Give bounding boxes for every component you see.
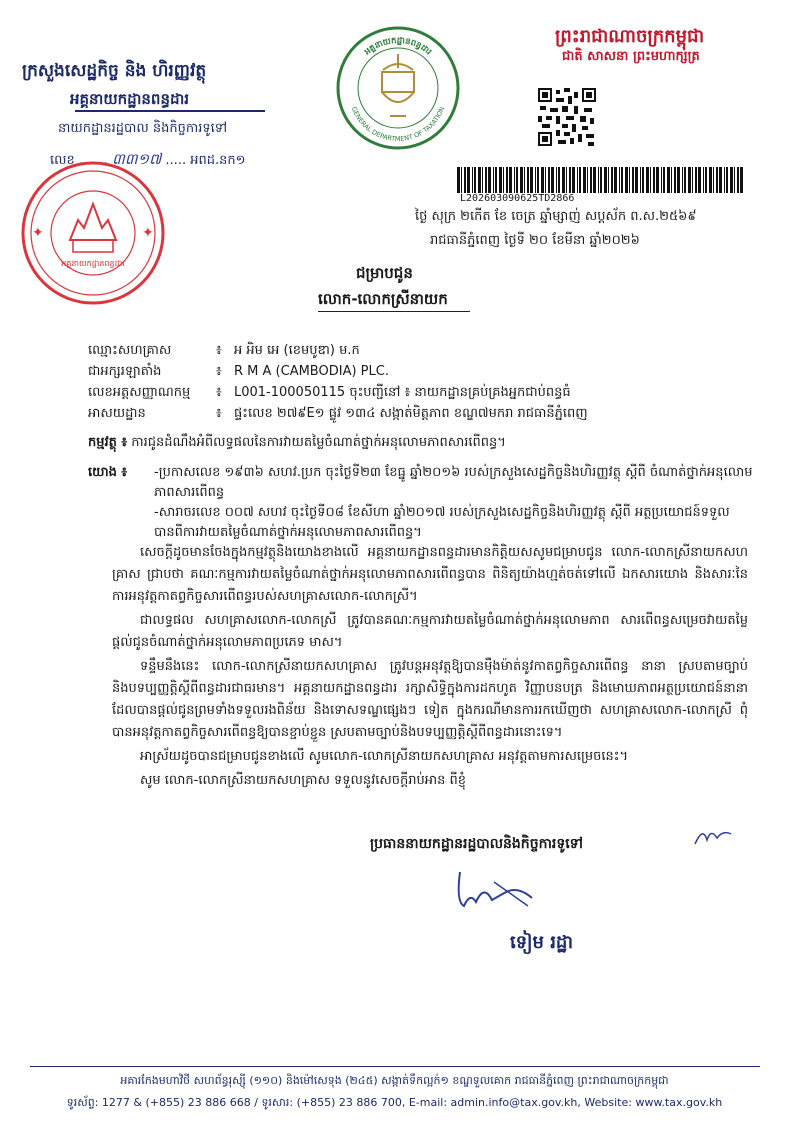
info-label: ឈ្មោះសហគ្រាស <box>88 343 172 358</box>
reference-number: លេខ ....... ៣៣១៧ ..... អពដ.នក១ <box>50 150 246 168</box>
signatory-name: ទៀម រដ្ឋា <box>510 932 574 953</box>
initials-icon <box>693 824 733 850</box>
references <box>88 463 756 543</box>
info-value: L001-100050115 ចុះបញ្ជីនៅ ៖ នាយកដ្ឋានគ្រប់គ្រងអ្នកជាប់ពន្ធធំ <box>234 385 571 400</box>
references-label: យោង ៖ <box>88 465 128 480</box>
body-paragraph: អាស្រ័យដូចបានជម្រាបជូនខាងលើ សូមលោក-លោកស្រីនាយកសហគ្រាស អនុវត្តតាមការសម្រេចនេះ។ <box>140 749 629 764</box>
company-info <box>88 340 588 424</box>
lunar-date: ថ្ងៃ សុក្រ ២កើត ខែ ចេត្រ ឆ្នាំម្សាញ់ សប្តស័ក ព.ស.២៥៦៩ <box>415 209 697 224</box>
reference-handwritten-number: ៣៣១៧ <box>111 150 162 168</box>
reference-suffix: អពដ.នក១ <box>190 153 246 168</box>
stamp-text: អគ្គនាយកដ្ឋានពន្ធដារ <box>61 259 125 268</box>
reference-item: យោង ៖ -ប្រកាសលេខ ១៩៣៦ សហវ.ប្រក ចុះថ្ងៃទី២៣ ខែធ្នូ ឆ្នាំ២០១៦ របស់ក្រសួងសេដ្ឋកិច្ចនិងហិរញ្ញវត្ថុ ស្តីពី ចំណាត់ថ្នាក់អនុលោមភាពសារពើពន្ធ <box>88 465 753 500</box>
footer-divider <box>30 1066 760 1067</box>
department-name: អគ្គនាយកដ្ឋានពន្ធដារ <box>70 90 190 108</box>
info-label: លេខអត្តសញ្ញាណកម្ម <box>88 385 191 400</box>
info-row-tin: លេខអត្តសញ្ញាណកម្ម ៖ L001-100050115 ចុះបញ្ជីនៅ ៖ នាយកដ្ឋានគ្រប់គ្រងអ្នកជាប់ពន្ធធំ <box>88 382 588 403</box>
info-row-name: ឈ្មោះសហគ្រាស ៖ អ អិម អេ (ខេមបូឌា) ម.ក <box>88 340 588 361</box>
qr-code-icon <box>538 88 596 146</box>
recipient-title: លោក-លោកស្រីនាយក <box>318 290 448 308</box>
national-motto: ជាតិ សាសនា ព្រះមហាក្សត្រ <box>562 49 700 64</box>
recipient-underline <box>318 311 470 312</box>
seal-text-top: អគ្គនាយកដ្ឋានពន្ធដារ <box>362 35 434 58</box>
barcode-icon <box>457 167 743 193</box>
info-label: ជាអក្សរឡាតាំង <box>88 364 162 379</box>
subject-text: ការជូនដំណឹងអំពីលទ្ធផលនៃការវាយតម្លៃចំណាត់ថ្នាក់អនុលោមភាពសារពើពន្ធ។ <box>131 435 506 450</box>
reference-prefix: លេខ <box>50 153 75 168</box>
body-paragraph: ទន្ទឹមនឹងនេះ លោក-លោកស្រីនាយកសហគ្រាស ត្រូវបន្តអនុវត្តឱ្យបានម៉ឺងម៉ាត់នូវកាតព្វកិច្ចសារពើពន្ធ នានា ស្របតាមច្បាប់ និងបទប្បញ្ញត្តិស្តីពីពន្ធដារជាធរមាន។ អគ្គនាយកដ្ឋានពន្ធដារ រក្សាសិទ្ធិក្នុងការដកហូត វិញ្ញាបនបត្រ និងមោឃភាពអត្ថប្រយោជន៍នានាដែលបានផ្តល់ជូនព្រមទាំងទទួលរងពិន័យ និងទោសទណ្ឌផ្សេងៗ ទៀត ក្នុងករណីមានការរកឃើញថា សហគ្រាសលោក-លោកស្រី ពុំបានអនុវត្តកាតព្វកិច្ចសារពើពន្ធឱ្យបានខ្ជាប់ខ្ជួន ស្របតាមច្បាប់និងបទប្បញ្ញត្តិស្តីពីពន្ធដារនោះទេ។ <box>112 659 748 740</box>
info-value: អ អិម អេ (ខេមបូឌា) ម.ក <box>234 343 360 358</box>
seal-text-bottom: GENERAL DEPARTMENT OF TAXATION <box>349 105 447 143</box>
sub-department-name: នាយកដ្ឋានរដ្ឋបាល និងកិច្ចការទូទៅ <box>58 121 228 136</box>
handwritten-signature-icon <box>448 862 538 922</box>
emblem-icon <box>382 54 414 116</box>
svg-text:✦: ✦ <box>142 225 154 241</box>
temple-icon <box>70 204 116 240</box>
salutation: ជម្រាបជូន <box>356 264 413 282</box>
body-paragraph: ជាលទ្ធផល សហគ្រាសលោក-លោកស្រី ត្រូវបានគណៈកម្មការវាយតម្លៃចំណាត់ថ្នាក់អនុលោមភាព សារពើពន្ធសម្រេចវាយតម្លៃផ្តល់ជូនចំណាត់ថ្នាក់អនុលោមភាពប្រភេទ មាស។ <box>112 613 748 650</box>
reference-item: -សារាចរលេខ ០០៧ សហវ ចុះថ្ងៃទី០៨ ខែសីហា ឆ្នាំ២០១៧ របស់ក្រសួងសេដ្ឋកិច្ចនិងហិរញ្ញវត្ថុ ស្តីពី អត្ថប្រយោជន៍ទទួលបានពីការវាយតម្លៃចំណាត់ថ្នាក់អនុលោមភាពសារពើពន្ធ។ <box>154 505 730 540</box>
body-paragraph: សេចក្តីដូចមានចែងក្នុងកម្មវត្ថុនិងយោងខាងលើ អគ្គនាយកដ្ឋានពន្ធដារមានកិត្តិយសសូមជម្រាបជូន លោក-លោកស្រីនាយកសហគ្រាស ជ្រាបថា គណៈកម្មការវាយតម្លៃចំណាត់ថ្នាក់អនុលោមភាពសារពើពន្ធបាន ពិនិត្យយ៉ាងហ្មត់ចត់ទៅលើ ឯកសារយោង និងសារៈនៃការអនុវត្តកាតព្វកិច្ចសារពើពន្ធរបស់សហគ្រាសលោក-លោកស្រី។ <box>112 545 748 604</box>
subject-label: កម្មវត្ថុ ៖ <box>88 435 128 450</box>
letter-body <box>112 542 748 794</box>
body-paragraph: សូម លោក-លោកស្រីនាយកសហគ្រាស ទទួលនូវសេចក្តីរាប់អាន ពីខ្ញុំ <box>140 773 467 788</box>
barcode-number: L202603090625TD2866 <box>460 193 575 204</box>
kingdom-title: ព្រះរាជាណាចក្រកម្ពុជា <box>555 26 705 47</box>
svg-text:✦: ✦ <box>32 225 44 241</box>
header-divider <box>75 110 265 112</box>
ministry-name: ក្រសួងសេដ្ឋកិច្ច និង ហិរញ្ញវត្ថុ <box>22 61 207 81</box>
subject-line <box>88 432 748 453</box>
footer-contact: ទូរស័ព្ទ: 1277 & (+855) 23 886 668 / ទូរសារ: (+855) 23 886 700, E-mail: admin.info@tax.gov.kh, Website: www.tax.gov.kh <box>66 1096 723 1109</box>
info-value: ផ្ទះលេខ ២៧៩E១ ផ្លូវ ១៣៤ សង្កាត់មិត្តភាព ខណ្ឌ៧មករា រាជធានីភ្នំពេញ <box>234 406 588 421</box>
info-label: អាសយដ្ឋាន <box>88 406 146 421</box>
solar-date: រាជធានីភ្នំពេញ ថ្ងៃទី ២០ ខែមីនា ឆ្នាំ២០២៦ <box>430 233 640 248</box>
signatory-title: ប្រធាននាយកដ្ឋានរដ្ឋបាលនិងកិច្ចការទូទៅ <box>370 836 584 852</box>
info-value: R M A (CAMBODIA) PLC. <box>234 364 389 379</box>
gdt-seal <box>335 22 461 154</box>
official-stamp <box>18 158 168 308</box>
info-row-address: អាសយដ្ឋាន ៖ ផ្ទះលេខ ២៧៩E១ ផ្លូវ ១៣៤ សង្កាត់មិត្តភាព ខណ្ឌ៧មករា រាជធានីភ្នំពេញ <box>88 403 588 424</box>
info-row-latin: ជាអក្សរឡាតាំង ៖ R M A (CAMBODIA) PLC. <box>88 361 588 382</box>
footer-address: អគារកែងមហាវិថី សហព័ន្ធរុស្ស៊ី (១១០) និងម៉ៅសេទុង (២៤៥) សង្កាត់ទឹកល្អក់១ ខណ្ឌទួលគោក រាជធានីភ្នំពេញ ព្រះរាជាណាចក្រកម្ពុជា <box>120 1074 669 1087</box>
